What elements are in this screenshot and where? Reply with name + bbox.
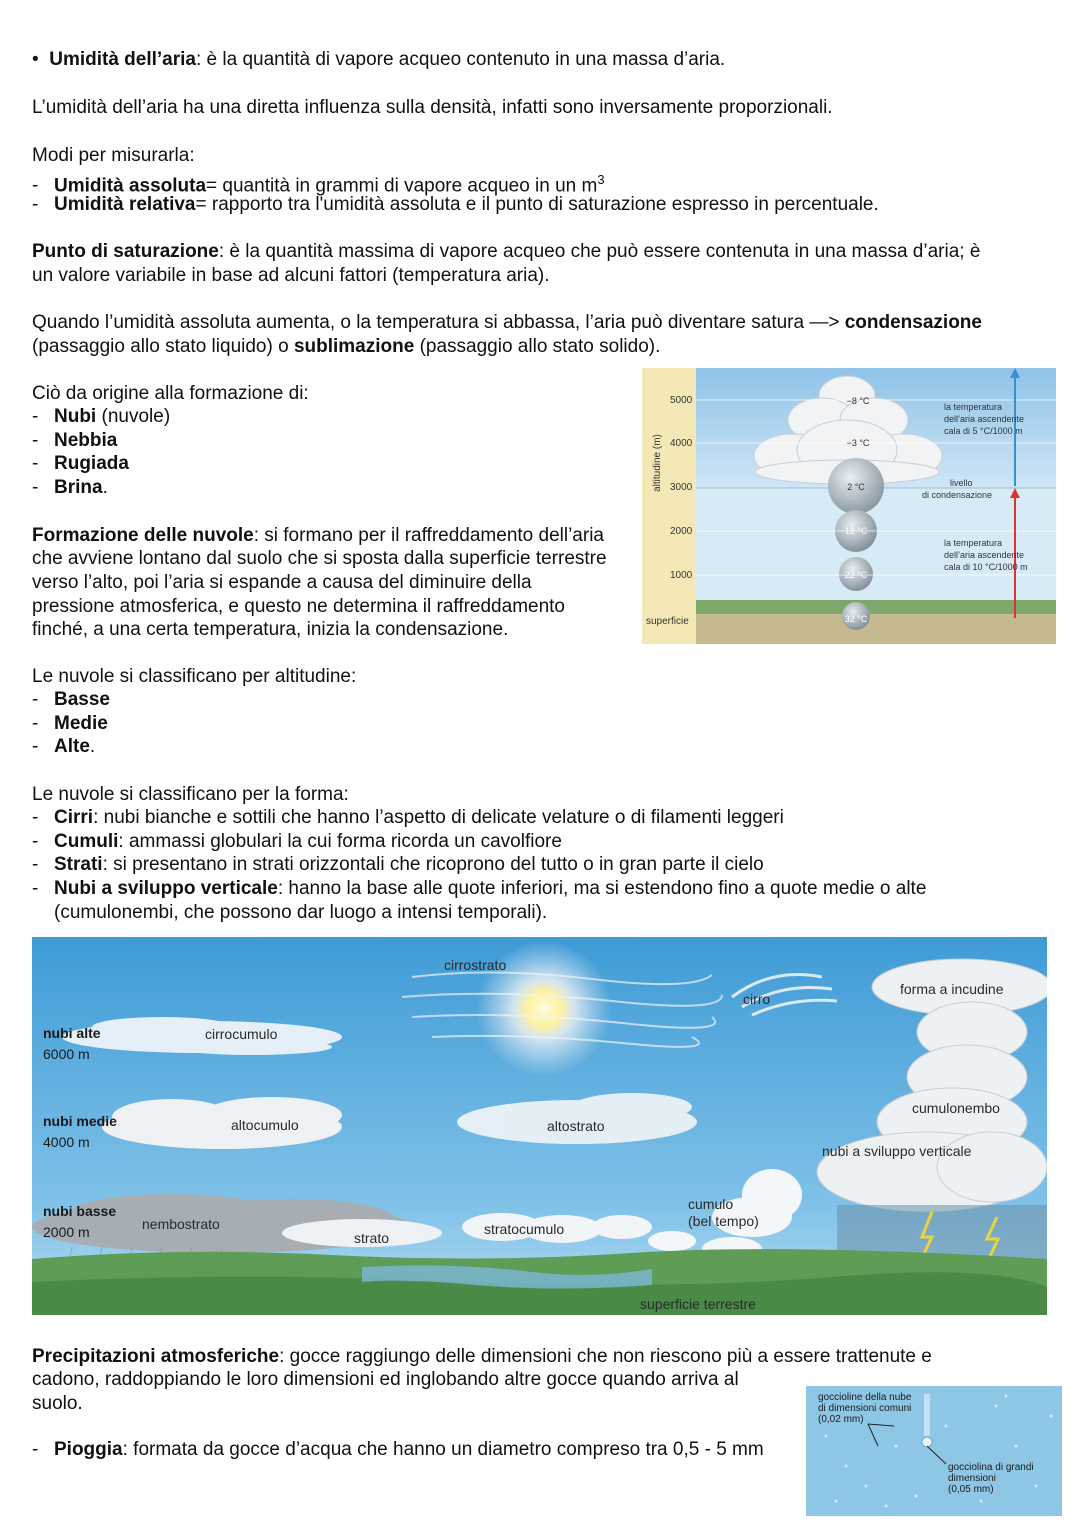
label-stratocumulo: stratocumulo bbox=[484, 1221, 565, 1237]
axis-label: altitudine (m) bbox=[652, 434, 663, 492]
temp-label: 32 °C bbox=[844, 614, 868, 624]
nuvole-line3: verso l’alto, poi l’aria si espande a causa del diminuire della bbox=[32, 572, 532, 593]
tick-label: 5000 bbox=[670, 395, 693, 406]
modi-relativa: - Umidità relativa= rapporto tra l'umidità assoluta e il punto di saturazione espresso in percentuale. bbox=[32, 194, 879, 215]
list-item: - Medie bbox=[32, 713, 108, 734]
nuvole-line2: che avviene lontano dal suolo che si sposta dalla superficie terrestre bbox=[32, 548, 607, 569]
modi-intro: Modi per misurarla: bbox=[32, 145, 195, 166]
saturazione-line2: un valore variabile in base ad alcuni fattori (temperatura aria). bbox=[32, 265, 550, 286]
precipitazioni-line2: cadono, raddoppiando le loro dimensioni ed inglobando altre gocce quando arriva al bbox=[32, 1369, 739, 1390]
label-cirrostrato: cirrostrato bbox=[444, 957, 507, 973]
level-label: livello bbox=[950, 478, 973, 488]
label-nubi-medie: nubi medie bbox=[43, 1113, 117, 1129]
nuvole-line5: finché, a una certa temperatura, inizia la condensazione. bbox=[32, 619, 509, 640]
modi-assoluta: - Umidità assoluta= quantità in grammi di vapore acqueo in un $m^3$ bbox=[32, 172, 605, 197]
influenza-text: L’umidità dell’aria ha una diretta influenza sulla densità, infatti sono inversamente proporzionali. bbox=[32, 97, 833, 118]
droplet-label: di dimensioni comuni bbox=[818, 1403, 912, 1414]
altitudine-intro: Le nuvole si classificano per altitudine: bbox=[32, 666, 357, 687]
temp-label: 22 °C bbox=[844, 570, 868, 580]
forma-intro: Le nuvole si classificano per la forma: bbox=[32, 784, 349, 805]
temp-label: 2 °C bbox=[847, 482, 865, 492]
label-cumulo: cumulo bbox=[688, 1196, 734, 1212]
label-nubi-alte: nubi alte bbox=[43, 1025, 101, 1041]
tick-label: 3000 bbox=[670, 482, 693, 493]
temp-label: 12 °C bbox=[844, 526, 868, 536]
umidita-definition: • Umidità dell’aria: è la quantità di vapore acqueo contenuto in una massa d’aria. bbox=[32, 49, 726, 70]
tick-label: 1000 bbox=[670, 570, 693, 581]
label-nubi-basse: nubi basse bbox=[43, 1203, 117, 1219]
label-cumulonembo: cumulonembo bbox=[912, 1100, 1000, 1116]
tick-label: superficie bbox=[646, 616, 689, 627]
label-sviluppo: nubi a sviluppo verticale bbox=[822, 1143, 972, 1159]
droplets-figure bbox=[806, 1386, 1062, 1516]
temp-label: −8 °C bbox=[846, 396, 870, 406]
list-item: - Strati: si presentano in strati orizzontali che ricoprono del tutto o in gran parte il cielo bbox=[32, 854, 764, 875]
note-top: la temperatura bbox=[944, 402, 1003, 412]
umidita-term: Umidità dell’aria bbox=[49, 49, 196, 70]
list-item: - Rugiada bbox=[32, 453, 129, 474]
saturazione-line1: Punto di saturazione: è la quantità massima di vapore acqueo che può essere contenuta in una massa d’aria; è bbox=[32, 241, 981, 262]
list-item: - Basse bbox=[32, 689, 110, 710]
note-bottom: dell’aria ascendente bbox=[944, 550, 1025, 560]
label-incudine: forma a incudine bbox=[900, 981, 1004, 997]
list-item: - Nubi a sviluppo verticale: hanno la base alle quote inferiori, ma si estendono fino a quote medie o alte bbox=[32, 878, 927, 899]
label-cirro: cirro bbox=[743, 991, 771, 1007]
label-strato: strato bbox=[354, 1230, 390, 1246]
list-item: - Brina. bbox=[32, 477, 108, 498]
label-superficie: superficie terrestre bbox=[640, 1296, 756, 1312]
label-altostrato: altostrato bbox=[547, 1118, 605, 1134]
label-altocumulo: altocumulo bbox=[231, 1117, 299, 1133]
droplet-label: dimensioni bbox=[948, 1473, 996, 1484]
altitude-temperature-figure bbox=[642, 368, 1056, 644]
label-4000: 4000 m bbox=[43, 1134, 90, 1150]
temp-label: −3 °C bbox=[846, 438, 870, 448]
label-bel-tempo: (bel tempo) bbox=[688, 1213, 759, 1229]
note-bottom: la temperatura bbox=[944, 538, 1003, 548]
level-label: di condensazione bbox=[922, 490, 993, 500]
list-item: - Nubi (nuvole) bbox=[32, 406, 171, 427]
nuvole-line1: Formazione delle nuvole: si formano per il raffreddamento dell’aria bbox=[32, 525, 604, 546]
forma-continuation: (cumulonembi, che possono dar luogo a intensi temporali). bbox=[54, 902, 548, 923]
condensazione-line1: Quando l’umidità assoluta aumenta, o la temperatura si abbassa, l’aria può diventare satura —> condensazione bbox=[32, 312, 982, 333]
droplet-label: (0,02 mm) bbox=[818, 1414, 864, 1425]
droplet-label: (0,05 mm) bbox=[948, 1484, 994, 1495]
tick-label: 2000 bbox=[670, 526, 693, 537]
note-top: cala di 5 °C/1000 m bbox=[944, 426, 1023, 436]
pioggia-item: - Pioggia: formata da gocce d’acqua che hanno un diametro compreso tra 0,5 - 5 mm bbox=[32, 1439, 764, 1460]
cloud-types-figure bbox=[32, 937, 1047, 1315]
list-item: - Alte. bbox=[32, 736, 96, 757]
label-6000: 6000 m bbox=[43, 1046, 90, 1062]
precipitazioni-line1: Precipitazioni atmosferiche: gocce raggiungo delle dimensioni che non riescono più a essere trattenute e bbox=[32, 1346, 932, 1367]
list-item: - Nebbia bbox=[32, 430, 118, 451]
note-bottom: cala di 10 °C/1000 m bbox=[944, 562, 1028, 572]
droplet-label: goccioline della nube bbox=[818, 1392, 912, 1403]
tick-label: 4000 bbox=[670, 438, 693, 449]
label-2000: 2000 m bbox=[43, 1224, 90, 1240]
list-item: - Cumuli: ammassi globulari la cui forma ricorda un cavolfiore bbox=[32, 831, 562, 852]
label-nembostrato: nembostrato bbox=[142, 1216, 220, 1232]
note-top: dell’aria ascendente bbox=[944, 414, 1025, 424]
formazione-intro: Ciò da origine alla formazione di: bbox=[32, 383, 309, 404]
label-cirrocumulo: cirrocumulo bbox=[205, 1026, 278, 1042]
nuvole-line4: pressione atmosferica, e questo ne determina il raffreddamento bbox=[32, 596, 566, 617]
condensazione-line2: (passaggio allo stato liquido) o sublimazione (passaggio allo stato solido). bbox=[32, 336, 661, 357]
droplet-label: gocciolina di grandi bbox=[948, 1462, 1034, 1473]
list-item: - Cirri: nubi bianche e sottili che hanno l’aspetto di delicate velature o di filamenti leggeri bbox=[32, 807, 784, 828]
precipitazioni-line3: suolo. bbox=[32, 1393, 83, 1414]
